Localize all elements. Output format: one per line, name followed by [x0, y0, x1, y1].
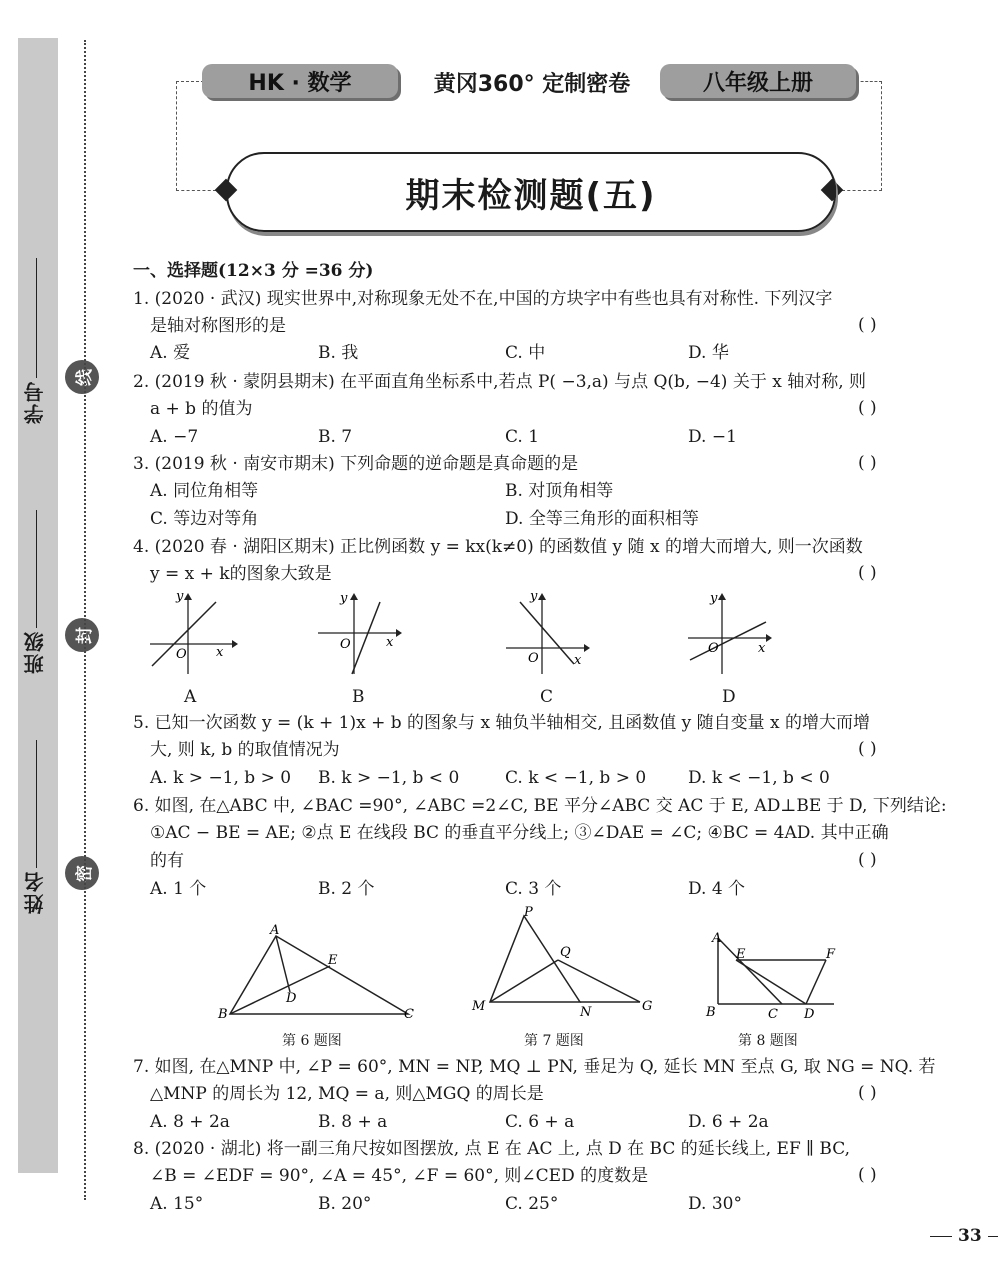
- brand-text: 黄冈360° 定制密卷: [433, 71, 631, 97]
- q6-answer-blank: ( ): [858, 850, 877, 870]
- point-label: B: [218, 1007, 228, 1022]
- page-number-dash: [930, 1236, 952, 1237]
- point-label: D: [804, 1007, 815, 1022]
- subject-pill: HK · 数学: [202, 64, 398, 98]
- q3-option-b: B. 对顶角相等: [505, 481, 614, 501]
- axis-y-label: y: [340, 591, 348, 606]
- figure-8-caption: 第 8 题图: [738, 1033, 798, 1049]
- point-label: D: [286, 991, 297, 1006]
- origin-label: O: [708, 641, 719, 656]
- class-line: [36, 510, 37, 628]
- q6-stem-line1: 6. 如图, 在△ABC 中, ∠BAC =90°, ∠ABC =2∠C, BE 平分∠ABC 交 AC 于 E, AD⊥BE 于 D, 下列结论:: [133, 796, 947, 816]
- q7-option-d: D. 6 + 2a: [688, 1112, 769, 1132]
- q6-stem-line2: ①AC − BE = AE; ②点 E 在线段 BC 的垂直平分线上; ③∠DAE = ∠C; ④BC = 4AD. 其中正确: [150, 823, 889, 843]
- figure-6-caption: 第 6 题图: [282, 1033, 342, 1049]
- origin-label: O: [528, 651, 539, 666]
- q2-option-c: C. 1: [505, 427, 540, 447]
- q8-option-b: B. 20°: [318, 1194, 372, 1214]
- q4-graph-b-label: B: [352, 687, 365, 707]
- q4-graph-d-label: D: [722, 687, 736, 707]
- q5-stem-line1: 5. 已知一次函数 y = (k + 1)x + b 的图象与 x 轴负半轴相交, 且函数值 y 随自变量 x 的增大而增: [133, 713, 871, 733]
- q4-stem-line1: 4. (2020 春 · 湖阳区期末) 正比例函数 y = kx(k≠0) 的函数值 y 随 x 的增大而增大, 则一次函数: [133, 537, 863, 557]
- q7-option-c: C. 6 + a: [505, 1112, 575, 1132]
- point-label: C: [768, 1007, 778, 1022]
- q4-graph-d: [680, 588, 780, 678]
- section-heading: 一、选择题(12×3 分 =36 分): [133, 261, 374, 281]
- grade-pill: 八年级上册: [660, 64, 856, 98]
- axis-y-label: y: [176, 589, 184, 604]
- header-dash: [176, 81, 177, 191]
- q4-graph-b: [308, 588, 408, 678]
- header-dash: [856, 81, 882, 82]
- q8-option-a: A. 15°: [150, 1194, 204, 1214]
- axis-y-label: y: [530, 589, 538, 604]
- page-number-dash: [988, 1236, 998, 1237]
- q8-answer-blank: ( ): [858, 1165, 877, 1185]
- header-dash: [881, 81, 882, 191]
- binding-strip: [18, 38, 58, 1173]
- q3-option-a: A. 同位角相等: [150, 481, 259, 501]
- seal-seal-mark: 封: [65, 618, 99, 652]
- point-label: E: [328, 953, 338, 968]
- q1-option-b: B. 我: [318, 343, 359, 363]
- q1-option-c: C. 中: [505, 343, 546, 363]
- q4-graph-a-label: A: [184, 687, 197, 707]
- q5-option-c: C. k < −1, b > 0: [505, 768, 647, 788]
- figure-6: [212, 920, 422, 1030]
- axis-x-label: x: [386, 635, 394, 650]
- q5-stem-line2: 大, 则 k, b 的取值情况为: [150, 740, 340, 760]
- origin-label: O: [176, 647, 187, 662]
- q2-stem-line1: 2. (2019 秋 · 蒙阴县期末) 在平面直角坐标系中,若点 P( −3,a) 与点 Q(b, −4) 关于 x 轴对称, 则: [133, 372, 867, 392]
- point-label: G: [642, 999, 653, 1014]
- q3-answer-blank: ( ): [858, 453, 877, 473]
- axis-x-label: x: [216, 645, 224, 660]
- q1-stem-line2: 是轴对称图形的是: [150, 316, 286, 336]
- figure-7-caption: 第 7 题图: [524, 1033, 584, 1049]
- origin-label: O: [340, 637, 351, 652]
- q1-option-d: D. 华: [688, 343, 729, 363]
- q1-answer-blank: ( ): [858, 315, 877, 335]
- header-dash: [176, 190, 216, 191]
- page-title: 期末检测题(五): [405, 175, 657, 216]
- q7-answer-blank: ( ): [858, 1083, 877, 1103]
- cut-line: [84, 40, 86, 1200]
- q3-option-d: D. 全等三角形的面积相等: [505, 509, 699, 529]
- point-label: Q: [560, 945, 571, 960]
- header-dash: [842, 190, 882, 191]
- q5-option-a: A. k > −1, b > 0: [150, 768, 292, 788]
- q2-option-b: B. 7: [318, 427, 353, 447]
- class-label: 班级: [23, 630, 47, 674]
- title-box: [226, 152, 836, 232]
- q7-stem-line2: △MNP 的周长为 12, MQ = a, 则△MGQ 的周长是: [150, 1084, 544, 1104]
- q8-option-c: C. 25°: [505, 1194, 559, 1214]
- point-label: P: [524, 905, 533, 920]
- q4-graph-a: [140, 588, 240, 678]
- q7-option-a: A. 8 + 2a: [150, 1112, 230, 1132]
- q6-stem-line3: 的有: [150, 851, 184, 871]
- q5-option-b: B. k > −1, b < 0: [318, 768, 460, 788]
- q5-answer-blank: ( ): [858, 739, 877, 759]
- axis-x-label: x: [574, 653, 582, 668]
- q8-stem-line1: 8. (2020 · 湖北) 将一副三角尺按如图摆放, 点 E 在 AC 上, 点 D 在 BC 的延长线上, EF ∥ BC,: [133, 1139, 851, 1159]
- q1-stem-line1: 1. (2020 · 武汉) 现实世界中,对称现象无处不在,中国的方块字中有些也具有对称性. 下列汉字: [133, 289, 833, 309]
- q3-stem-line1: 3. (2019 秋 · 南安市期末) 下列命题的逆命题是真命题的是: [133, 454, 579, 474]
- q7-option-b: B. 8 + a: [318, 1112, 388, 1132]
- q2-stem-line2: a + b 的值为: [150, 399, 253, 419]
- q6-option-d: D. 4 个: [688, 879, 746, 899]
- q1-option-a: A. 爱: [150, 343, 191, 363]
- q6-option-c: C. 3 个: [505, 879, 562, 899]
- page-number: 33: [958, 1226, 982, 1246]
- axis-y-label: y: [710, 591, 718, 606]
- student-id-line: [36, 258, 37, 378]
- figure-7: [462, 904, 662, 1024]
- point-label: N: [580, 1005, 592, 1020]
- q4-graph-c-label: C: [540, 687, 554, 707]
- point-label: A: [712, 931, 722, 946]
- q4-stem-line2: y = x + k的图象大致是: [150, 564, 332, 584]
- q2-option-a: A. −7: [150, 427, 199, 447]
- q3-option-c: C. 等边对等角: [150, 509, 259, 529]
- q6-option-b: B. 2 个: [318, 879, 375, 899]
- q4-answer-blank: ( ): [858, 563, 877, 583]
- figure-8: [702, 924, 852, 1024]
- name-line: [36, 740, 37, 868]
- q7-stem-line1: 7. 如图, 在△MNP 中, ∠P = 60°, MN = NP, MQ ⊥ PN, 垂足为 Q, 延长 MN 至点 G, 取 NG = NQ. 若: [133, 1057, 936, 1077]
- axis-x-label: x: [758, 641, 766, 656]
- point-label: B: [706, 1005, 716, 1020]
- point-label: A: [270, 923, 280, 938]
- q5-option-d: D. k < −1, b < 0: [688, 768, 830, 788]
- name-label: 姓名: [23, 870, 47, 914]
- q4-graph-c: [500, 588, 600, 678]
- seal-secret-mark: 密: [65, 856, 99, 890]
- point-label: C: [404, 1007, 414, 1022]
- q6-option-a: A. 1 个: [150, 879, 207, 899]
- q8-option-d: D. 30°: [688, 1194, 742, 1214]
- seal-line-mark: 线: [65, 360, 99, 394]
- student-id-label: 学号: [23, 380, 47, 424]
- q2-option-d: D. −1: [688, 427, 737, 447]
- point-label: E: [736, 947, 746, 962]
- q2-answer-blank: ( ): [858, 398, 877, 418]
- header-dash: [176, 81, 204, 82]
- q8-stem-line2: ∠B = ∠EDF = 90°, ∠A = 45°, ∠F = 60°, 则∠CED 的度数是: [150, 1166, 649, 1186]
- point-label: M: [472, 999, 486, 1014]
- point-label: F: [826, 947, 836, 962]
